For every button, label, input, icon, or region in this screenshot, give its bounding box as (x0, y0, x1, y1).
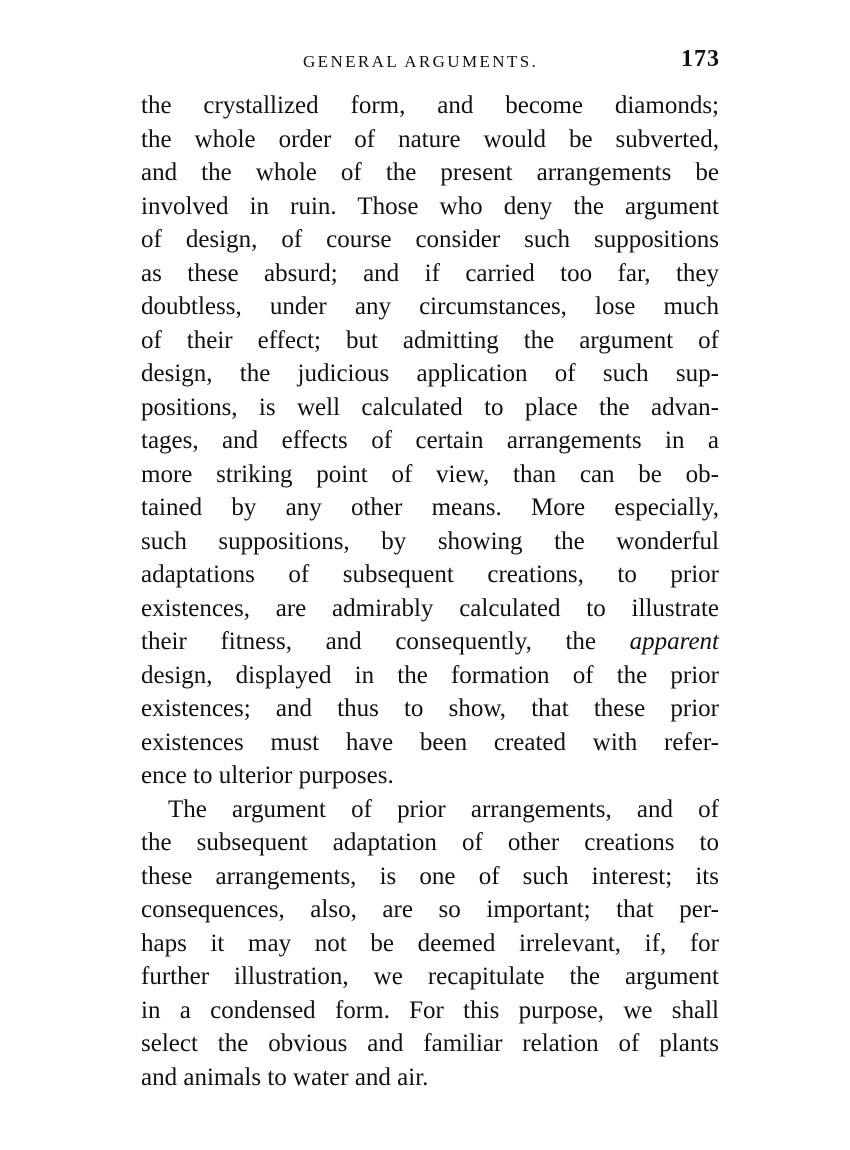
text-line: design, the judicious application of such sup- (141, 360, 719, 387)
text-line: design, displayed in the formation of the prior (141, 661, 719, 689)
text-line: existences; and thus to show, that these prior (141, 695, 719, 722)
text-line: the subsequent adaptation of other creations to (141, 829, 719, 856)
text-line: tages, and effects of certain arrangements in a (141, 427, 719, 454)
text-line: positions, is well calculated to place the advan- (141, 393, 719, 421)
text-line: tained by any other means. More especially, (141, 494, 719, 521)
running-head (140, 46, 720, 76)
text-line: haps it may not be deemed irrelevant, if, for (141, 929, 719, 957)
text-line: these arrangements, is one of such interest; its (141, 862, 719, 890)
text-line: select the obvious and familiar relation of plants (141, 1030, 719, 1057)
text-line: their fitness, and consequently, the apparent (141, 628, 719, 655)
paragraph-2 (141, 793, 719, 1095)
text-line: doubtless, under any circumstances, lose much (141, 293, 719, 320)
text-line: ence to ulterior purposes. (141, 762, 394, 789)
italic-word: apparent (629, 628, 719, 655)
text-line: adaptations of subsequent creations, to prior (141, 561, 719, 588)
text-line: involved in ruin. Those who deny the argument (141, 192, 719, 220)
running-title: GENERAL ARGUMENTS. (303, 52, 539, 71)
text-line: more striking point of view, than can be ob- (141, 460, 719, 488)
text-line: and animals to water and air. (141, 1063, 429, 1091)
text-line: such suppositions, by showing the wonderful (141, 527, 719, 555)
body-text (141, 89, 719, 1094)
text-line: consequences, also, are so important; that per- (141, 896, 719, 923)
text-line: of their effect; but admitting the argument of (141, 326, 719, 354)
page-number: 173 (681, 46, 720, 72)
text-line: of design, of course consider such suppositions (141, 226, 719, 253)
text-line: The argument of prior arrangements, and of (168, 795, 719, 823)
text-line: further illustration, we recapitulate the argument (141, 963, 719, 990)
paragraph-1 (141, 89, 719, 793)
text-line: and the whole of the present arrangements be (141, 159, 719, 186)
text-line: existences, are admirably calculated to illustrate (141, 594, 719, 622)
text-line: existences must have been created with refer- (141, 728, 719, 756)
text-line: in a condensed form. For this purpose, we shall (141, 996, 719, 1024)
text-line: as these absurd; and if carried too far, they (141, 259, 719, 287)
text-line: the crystallized form, and become diamonds; (141, 92, 719, 119)
text-line: the whole order of nature would be subverted, (141, 125, 719, 153)
